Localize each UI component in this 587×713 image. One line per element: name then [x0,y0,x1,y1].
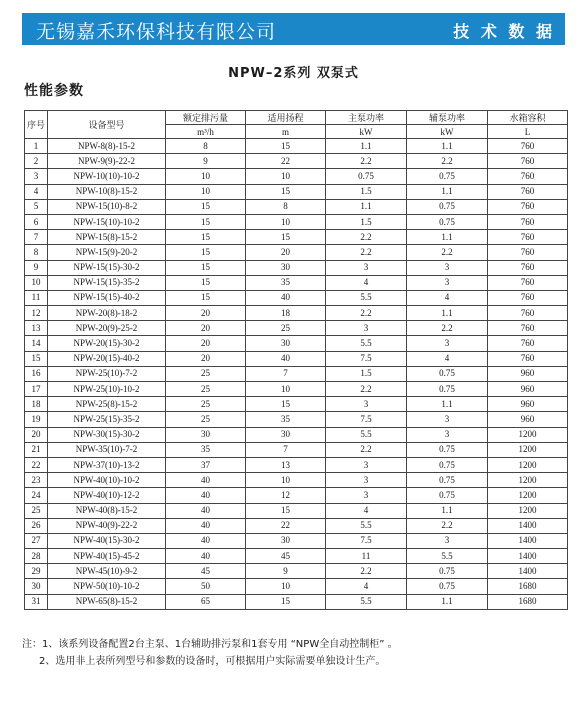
table-cell: 10 [246,579,326,594]
table-cell: NPW-40(8)-15-2 [48,503,166,518]
table-cell: 2.2 [407,154,488,169]
table-cell: 1.5 [326,366,407,381]
table-row [25,427,568,442]
table-cell: NPW-65(8)-15-2 [48,594,166,609]
table-cell: 2.2 [326,564,407,579]
table-cell: NPW-8(8)-15-2 [48,139,166,154]
table-cell: 4 [326,579,407,594]
table-row [25,579,568,594]
table-cell: 21 [25,442,48,457]
table-cell: 11 [25,290,48,305]
table-cell: 0.75 [326,169,407,184]
table-cell: 5.5 [326,518,407,533]
table-cell: 3 [407,275,488,290]
table-cell: 1400 [488,549,568,564]
table-row [25,214,568,229]
table-cell: 760 [488,245,568,260]
table-cell: 960 [488,382,568,397]
table-row [25,457,568,472]
table-cell: 0.75 [407,457,488,472]
table-cell: 1400 [488,518,568,533]
table-cell: 1.1 [407,397,488,412]
table-cell: 40 [166,549,246,564]
table-cell: NPW-10(8)-15-2 [48,184,166,199]
table-cell: 30 [246,260,326,275]
table-cell: 8 [25,245,48,260]
table-cell: 29 [25,564,48,579]
table-cell: 40 [166,518,246,533]
table-cell: 760 [488,199,568,214]
table-cell: 0.75 [407,442,488,457]
table-cell: 3 [407,336,488,351]
table-cell: 960 [488,412,568,427]
table-cell: 5.5 [326,594,407,609]
table-cell: 30 [246,533,326,548]
table-cell: 0.75 [407,366,488,381]
table-cell: NPW-20(15)-30-2 [48,336,166,351]
table-cell: 25 [166,397,246,412]
table-cell: 7 [246,366,326,381]
table-row [25,154,568,169]
table-cell: 30 [25,579,48,594]
table-cell: 15 [25,351,48,366]
table-cell: 1.1 [407,594,488,609]
table-row [25,594,568,609]
table-cell: 2.2 [407,321,488,336]
table-cell: 7 [246,442,326,457]
table-cell: NPW-20(15)-40-2 [48,351,166,366]
table-cell: 15 [166,245,246,260]
table-cell: NPW-15(10)-10-2 [48,214,166,229]
table-cell: 1 [25,139,48,154]
table-cell: 760 [488,230,568,245]
table-cell: 15 [246,139,326,154]
header-banner [22,13,565,45]
table-cell: 2.2 [407,245,488,260]
column-header: 适用扬程 [246,111,326,125]
table-cell: 40 [166,473,246,488]
table-cell: 760 [488,214,568,229]
table-cell: 22 [25,457,48,472]
table-cell: 760 [488,306,568,321]
table-row [25,321,568,336]
table-cell: NPW-30(15)-30-2 [48,427,166,442]
table-cell: 760 [488,184,568,199]
table-cell: 25 [25,503,48,518]
company-name: 无锡嘉禾环保科技有限公司 [36,21,277,43]
table-cell: 760 [488,260,568,275]
table-cell: 13 [25,321,48,336]
table-cell: 760 [488,275,568,290]
table-cell: 24 [25,488,48,503]
table-cell: 4 [407,290,488,305]
table-cell: NPW-25(10)-10-2 [48,382,166,397]
table-cell: 3 [326,473,407,488]
table-row [25,564,568,579]
table-row [25,473,568,488]
table-cell: 3 [326,260,407,275]
table-cell: 20 [166,336,246,351]
table-cell: NPW-10(10)-10-2 [48,169,166,184]
table-cell: NPW-40(15)-45-2 [48,549,166,564]
table-header-row [25,111,568,125]
table-row [25,169,568,184]
table-cell: 12 [246,488,326,503]
table-cell: 2.2 [326,230,407,245]
table-cell: 3 [25,169,48,184]
table-cell: 14 [25,336,48,351]
section-label: 技 术 数 据 [453,22,555,41]
table-cell: NPW-15(10)-8-2 [48,199,166,214]
table-cell: 1200 [488,503,568,518]
table-cell: 40 [246,351,326,366]
table-cell: 10 [166,184,246,199]
table-cell: NPW-40(15)-30-2 [48,533,166,548]
table-cell: 2.2 [326,245,407,260]
table-cell: 760 [488,321,568,336]
table-cell: 3 [326,321,407,336]
note-1: 注：1、该系列设备配置2台主泵、1台辅助排污泵和1套专用 “NPW全自动控制柜” 。 [22,639,398,650]
column-header: 辅泵功率 [407,111,488,125]
table-cell: 0.75 [407,488,488,503]
table-cell: 15 [246,503,326,518]
table-cell: 27 [25,533,48,548]
table-cell: 1.5 [326,214,407,229]
table-cell: NPW-15(15)-30-2 [48,260,166,275]
unit-label: m [246,125,326,139]
table-cell: 13 [246,457,326,472]
table-cell: 3 [407,412,488,427]
table-cell: 65 [166,594,246,609]
table-cell: 0.75 [407,382,488,397]
table-row [25,351,568,366]
table-cell: 760 [488,351,568,366]
performance-table [24,110,568,610]
table-cell: 7.5 [326,533,407,548]
table-cell: 1200 [488,488,568,503]
table-cell: 15 [166,260,246,275]
table-cell: NPW-25(10)-7-2 [48,366,166,381]
table-cell: 4 [407,351,488,366]
table-cell: 2.2 [326,442,407,457]
table-cell: 7.5 [326,351,407,366]
table-cell: 11 [326,549,407,564]
table-cell: 760 [488,169,568,184]
table-cell: 35 [166,442,246,457]
table-row [25,336,568,351]
table-cell: NPW-20(8)-18-2 [48,306,166,321]
table-cell: NPW-25(15)-35-2 [48,412,166,427]
table-cell: NPW-50(10)-10-2 [48,579,166,594]
table-cell: 960 [488,366,568,381]
table-cell: 1.1 [407,503,488,518]
table-cell: NPW-40(10)-10-2 [48,473,166,488]
unit-label: kW [407,125,488,139]
table-cell: 19 [25,412,48,427]
table-cell: 1.1 [407,139,488,154]
table-cell: 1.1 [407,184,488,199]
table-cell: NPW-15(9)-20-2 [48,245,166,260]
table-cell: 4 [326,275,407,290]
table-cell: 0.75 [407,473,488,488]
unit-label: kW [326,125,407,139]
table-cell: 1.1 [326,139,407,154]
table-cell: NPW-15(15)-40-2 [48,290,166,305]
column-header: 设备型号 [48,111,166,139]
notes [22,636,398,670]
table-cell: 1200 [488,473,568,488]
table-cell: 1200 [488,427,568,442]
note-2: 2、选用非上表所列型号和参数的设备时，可根据用户实际需要单独设计生产。 [39,656,386,667]
table-cell: 10 [166,169,246,184]
table-cell: 20 [166,321,246,336]
table-cell: 22 [246,518,326,533]
table-cell: 760 [488,154,568,169]
table-row [25,184,568,199]
table-cell: 2.2 [407,518,488,533]
table-cell: 1.1 [407,230,488,245]
table-cell: 35 [246,412,326,427]
table-row [25,260,568,275]
table-row [25,549,568,564]
table-cell: 2.2 [326,382,407,397]
table-cell: 16 [25,366,48,381]
table-cell: 3 [407,427,488,442]
table-row [25,245,568,260]
table-cell: 0.75 [407,564,488,579]
table-cell: 25 [166,412,246,427]
table-cell: 2.2 [326,306,407,321]
table-cell: 1400 [488,564,568,579]
column-header: 额定排污量 [166,111,246,125]
table-cell: 2 [25,154,48,169]
table-cell: 9 [25,260,48,275]
table-cell: 31 [25,594,48,609]
table-cell: 760 [488,139,568,154]
table-cell: 50 [166,579,246,594]
table-cell: NPW-15(15)-35-2 [48,275,166,290]
column-header: 水箱容积 [488,111,568,125]
table-cell: 40 [166,533,246,548]
table-cell: 8 [246,199,326,214]
table-row [25,518,568,533]
table-cell: 1680 [488,579,568,594]
table-row [25,488,568,503]
table-cell: 30 [166,427,246,442]
table-cell: 15 [166,214,246,229]
table-cell: 9 [246,564,326,579]
table-cell: 5.5 [326,336,407,351]
table-cell: 5.5 [326,290,407,305]
table-cell: 25 [246,321,326,336]
table-cell: 5.5 [326,427,407,442]
table-cell: 30 [246,427,326,442]
table-cell: NPW-25(8)-15-2 [48,397,166,412]
table-cell: 37 [166,457,246,472]
table-cell: 3 [326,488,407,503]
unit-label: L [488,125,568,139]
table-cell: 22 [246,154,326,169]
table-cell: 25 [166,366,246,381]
table-cell: 0.75 [407,214,488,229]
table-cell: 3 [407,533,488,548]
table-cell: 9 [166,154,246,169]
table-cell: 1200 [488,442,568,457]
table-cell: 7.5 [326,412,407,427]
table-cell: 760 [488,290,568,305]
table-cell: 1200 [488,457,568,472]
table-cell: 1.1 [407,306,488,321]
table-row [25,412,568,427]
table-cell: 15 [166,275,246,290]
table-cell: 960 [488,397,568,412]
table-cell: 20 [166,351,246,366]
table-cell: 1400 [488,533,568,548]
table-row [25,306,568,321]
column-header: 序号 [25,111,48,139]
section-subtitle: 性能参数 [24,83,84,99]
table-cell: NPW-35(10)-7-2 [48,442,166,457]
table-cell: 10 [25,275,48,290]
table-cell: 40 [166,488,246,503]
table-row [25,397,568,412]
table-body [25,139,568,610]
table-cell: 7 [25,230,48,245]
table-cell: NPW-45(10)-9-2 [48,564,166,579]
table-cell: 40 [246,290,326,305]
table-cell: 1.5 [326,184,407,199]
table-cell: 20 [246,245,326,260]
table-row [25,533,568,548]
table-cell: 10 [246,473,326,488]
table-cell: 15 [166,199,246,214]
table-cell: 0.75 [407,199,488,214]
table-row [25,366,568,381]
table-cell: 1680 [488,594,568,609]
table-cell: NPW-9(9)-22-2 [48,154,166,169]
table-cell: NPW-37(10)-13-2 [48,457,166,472]
table-cell: 4 [326,503,407,518]
table-cell: NPW-20(9)-25-2 [48,321,166,336]
table-cell: 5.5 [407,549,488,564]
table-cell: 1.1 [326,199,407,214]
table-cell: 15 [166,290,246,305]
table-row [25,199,568,214]
table-row [25,139,568,154]
table-cell: 15 [246,184,326,199]
table-cell: 26 [25,518,48,533]
table-row [25,382,568,397]
table-row [25,442,568,457]
table-cell: 0.75 [407,579,488,594]
table-cell: 18 [25,397,48,412]
table-row [25,230,568,245]
table-cell: 15 [246,397,326,412]
table-cell: 25 [166,382,246,397]
table-cell: 30 [246,336,326,351]
table-cell: 35 [246,275,326,290]
table-cell: 18 [246,306,326,321]
table-cell: 3 [407,260,488,275]
unit-label: m³/h [166,125,246,139]
table-cell: 45 [246,549,326,564]
table-cell: 3 [326,457,407,472]
table-cell: 23 [25,473,48,488]
document-title: NPW–2系列 双泵式 [228,66,359,81]
table-cell: 3 [326,397,407,412]
table-row [25,503,568,518]
table-cell: 15 [166,230,246,245]
table-cell: 28 [25,549,48,564]
table-cell: 20 [166,306,246,321]
table-cell: NPW-15(8)-15-2 [48,230,166,245]
table-cell: 10 [246,382,326,397]
table-cell: 10 [246,169,326,184]
table-cell: 5 [25,199,48,214]
table-cell: 40 [166,503,246,518]
table-row [25,290,568,305]
table-cell: 4 [25,184,48,199]
table-cell: NPW-40(9)-22-2 [48,518,166,533]
table-cell: 45 [166,564,246,579]
table-cell: NPW-40(10)-12-2 [48,488,166,503]
column-header: 主泵功率 [326,111,407,125]
table-cell: 0.75 [407,169,488,184]
table-cell: 12 [25,306,48,321]
table-cell: 15 [246,594,326,609]
table-cell: 20 [25,427,48,442]
table-cell: 6 [25,214,48,229]
table-cell: 2.2 [326,154,407,169]
table-cell: 10 [246,214,326,229]
table-row [25,275,568,290]
table-cell: 17 [25,382,48,397]
table-cell: 760 [488,336,568,351]
table-cell: 8 [166,139,246,154]
table-cell: 15 [246,230,326,245]
